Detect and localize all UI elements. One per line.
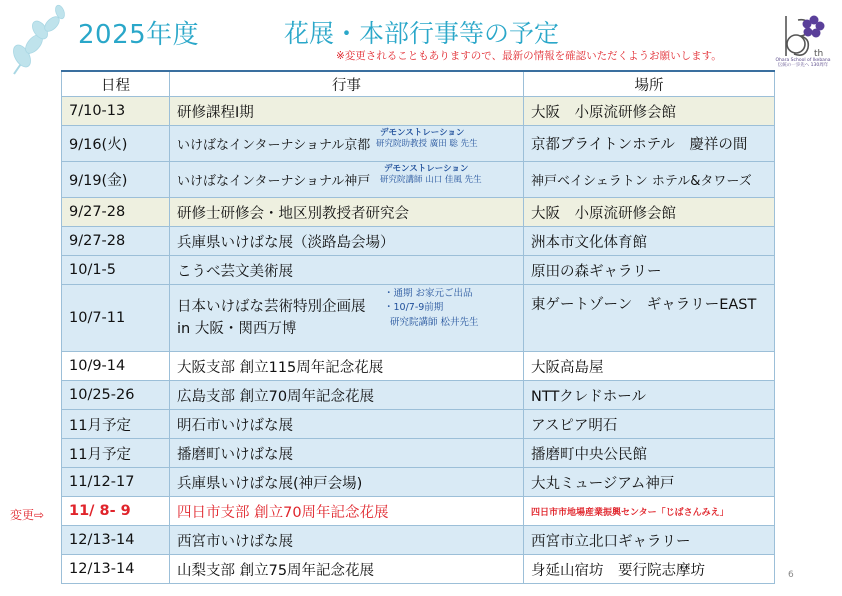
expo-notes bbox=[384, 287, 479, 330]
table-row bbox=[62, 352, 775, 381]
row-event: いけばなインターナショナル京都 bbox=[177, 138, 371, 153]
row-date: 11/ 8- 9 bbox=[62, 497, 170, 526]
row-place: NTTクレドホール bbox=[524, 381, 775, 410]
row-place: 播磨町中央公民館 bbox=[524, 439, 775, 468]
row-date: 12/13-14 bbox=[62, 555, 170, 584]
demo-heading: デモンストレーション bbox=[384, 164, 469, 174]
table-row bbox=[62, 227, 775, 256]
expo-note-2: ・10/7-9前期 bbox=[384, 302, 444, 314]
row-date: 10/25-26 bbox=[62, 381, 170, 410]
page-number: 6 bbox=[788, 570, 794, 580]
row-event: 四日市支部 創立70周年記念花展 bbox=[170, 497, 524, 526]
row-event: 明石市いけばな展 bbox=[170, 410, 524, 439]
row-date: 7/10-13 bbox=[62, 97, 170, 126]
leaf-decoration-icon bbox=[4, 4, 70, 76]
row-place: 原田の森ギャラリー bbox=[524, 256, 775, 285]
row-event: 広島支部 創立70周年記念花展 bbox=[170, 381, 524, 410]
row-place: 身延山宿坊 要行院志摩坊 bbox=[524, 555, 775, 584]
row-place: 大丸ミュージアム神戸 bbox=[524, 468, 775, 497]
row-place: 神戸ベイシェラトン ホテル&タワーズ bbox=[524, 162, 775, 198]
row-place: 西宮市立北口ギャラリー bbox=[524, 526, 775, 555]
row-event: 播磨町いけばな展 bbox=[170, 439, 524, 468]
row-date: 11月予定 bbox=[62, 410, 170, 439]
logo-caption bbox=[772, 58, 834, 69]
change-marker: 変更⇨ bbox=[10, 508, 45, 522]
page-title: 花展・本部行事等の予定 bbox=[284, 19, 560, 48]
header-event: 行事 bbox=[170, 71, 524, 97]
demo-presenter: 研究院助教授 廣田 聡 先生 bbox=[376, 139, 478, 150]
svg-text:th: th bbox=[814, 49, 824, 59]
row-event: 兵庫県いけばな展（淡路島会場） bbox=[170, 227, 524, 256]
table-row bbox=[62, 381, 775, 410]
table-row bbox=[62, 439, 775, 468]
row-place: アスピア明石 bbox=[524, 410, 775, 439]
schedule-table bbox=[61, 70, 775, 584]
row-place: 大阪 小原流研修会館 bbox=[524, 97, 775, 126]
row-date: 10/1-5 bbox=[62, 256, 170, 285]
row-event-cell bbox=[170, 126, 524, 162]
table-row bbox=[62, 410, 775, 439]
row-place-cell bbox=[524, 497, 775, 526]
expo-note-3: 研究院講師 松井先生 bbox=[390, 316, 479, 328]
row-date: 9/19(金) bbox=[62, 162, 170, 198]
table-row bbox=[62, 468, 775, 497]
row-date: 11/12-17 bbox=[62, 468, 170, 497]
header-place: 場所 bbox=[524, 71, 775, 97]
table-row bbox=[62, 97, 775, 126]
row-date: 10/7-11 bbox=[62, 285, 170, 352]
row-date: 10/9-14 bbox=[62, 352, 170, 381]
table-row bbox=[62, 285, 775, 352]
table-header-row bbox=[62, 71, 775, 97]
row-date: 9/16(火) bbox=[62, 126, 170, 162]
row-place: 東ゲートゾーン ギャラリーEAST bbox=[524, 285, 775, 352]
row-event: 山梨支部 創立75周年記念花展 bbox=[170, 555, 524, 584]
row-event: 研修士研修会・地区別教授者研究会 bbox=[170, 198, 524, 227]
row-event: いけばなインターナショナル神戸 bbox=[177, 174, 371, 189]
logo-name-en: Ohara School of Ikebana bbox=[775, 58, 831, 63]
logo-tagline: 伝統の一歩先へ 130周年 bbox=[777, 63, 829, 69]
row-event: こうべ芸文美術展 bbox=[170, 256, 524, 285]
row-place: 京都ブライトンホテル 慶祥の間 bbox=[524, 126, 775, 162]
table-row-changed bbox=[62, 497, 775, 526]
row-place: 大阪高島屋 bbox=[524, 352, 775, 381]
demo-presenter: 研究院講師 山口 佳風 先生 bbox=[380, 175, 482, 186]
row-date: 9/27-28 bbox=[62, 198, 170, 227]
row-event: 大阪支部 創立115周年記念花展 bbox=[170, 352, 524, 381]
expo-note-1: ・通期 お家元ご出品 bbox=[384, 288, 473, 299]
table-row bbox=[62, 126, 775, 162]
row-date: 12/13-14 bbox=[62, 526, 170, 555]
table-row bbox=[62, 198, 775, 227]
row-event: 西宮市いけばな展 bbox=[170, 526, 524, 555]
table-row bbox=[62, 256, 775, 285]
row-event-line2: in 大阪・関西万博 bbox=[177, 321, 297, 337]
row-place: 大阪 小原流研修会館 bbox=[524, 198, 775, 227]
demonstration-note bbox=[380, 164, 482, 187]
update-note: ※変更されることもありますので、最新の情報を確認いただくようお願いします。 bbox=[336, 50, 722, 62]
row-event: 日本いけばな芸術特別企画展 bbox=[177, 299, 366, 315]
table-row bbox=[62, 555, 775, 584]
demo-heading: デモンストレーション bbox=[380, 128, 465, 138]
row-date: 11月予定 bbox=[62, 439, 170, 468]
row-place: 四日市市地場産業振興センター「じばさんみえ」 bbox=[531, 508, 729, 518]
row-date: 9/27-28 bbox=[62, 227, 170, 256]
header-date: 日程 bbox=[62, 71, 170, 97]
demonstration-note bbox=[376, 128, 478, 151]
row-event: 兵庫県いけばな展(神戸会場) bbox=[170, 468, 524, 497]
table-row bbox=[62, 162, 775, 198]
title-year: 2025年度 bbox=[78, 20, 200, 50]
table-row bbox=[62, 526, 775, 555]
row-place: 洲本市文化体育館 bbox=[524, 227, 775, 256]
row-event: 研修課程Ⅰ期 bbox=[170, 97, 524, 126]
row-event-cell bbox=[170, 162, 524, 198]
row-event-cell bbox=[170, 285, 524, 352]
